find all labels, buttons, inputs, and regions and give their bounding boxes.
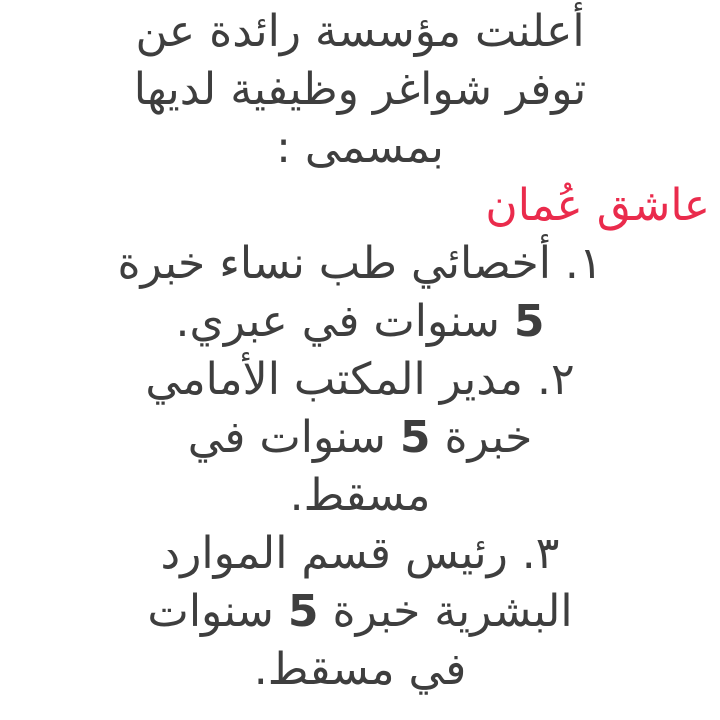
text-segment: توفر شواغر وظيفية لديها bbox=[133, 64, 587, 115]
text-line bbox=[0, 3, 720, 61]
text-segment: في مسقط. bbox=[253, 644, 467, 695]
text-segment: ٢. مدير المكتب الأمامي bbox=[145, 354, 575, 405]
text-segment: ٣. رئيس قسم الموارد bbox=[160, 528, 560, 579]
bold-number: 5 bbox=[513, 296, 545, 347]
text-line bbox=[0, 641, 720, 699]
text-line bbox=[0, 583, 720, 641]
text-segment: عاشق عُمان bbox=[485, 180, 710, 231]
text-line bbox=[0, 525, 720, 583]
author-signature-line bbox=[0, 177, 720, 235]
text-line bbox=[0, 409, 720, 467]
text-segment: سنوات bbox=[147, 586, 288, 637]
text-segment: ١. أخصائي طب نساء خبرة bbox=[117, 238, 603, 289]
text-line bbox=[0, 119, 720, 177]
bold-number: 5 bbox=[399, 412, 431, 463]
text-line bbox=[0, 351, 720, 409]
text-segment: بمسمى : bbox=[276, 122, 444, 173]
text-segment: سنوات في عبري. bbox=[175, 296, 514, 347]
text-segment: سنوات في bbox=[187, 412, 400, 463]
text-line bbox=[0, 467, 720, 525]
text-segment: أعلنت مؤسسة رائدة عن bbox=[135, 6, 585, 57]
text-line bbox=[0, 293, 720, 351]
text-line bbox=[0, 61, 720, 119]
text-segment: مسقط. bbox=[289, 470, 431, 521]
text-segment: خبرة bbox=[430, 412, 533, 463]
bold-number: 5 bbox=[287, 586, 319, 637]
text-segment: البشرية خبرة bbox=[318, 586, 573, 637]
text-line bbox=[0, 235, 720, 293]
